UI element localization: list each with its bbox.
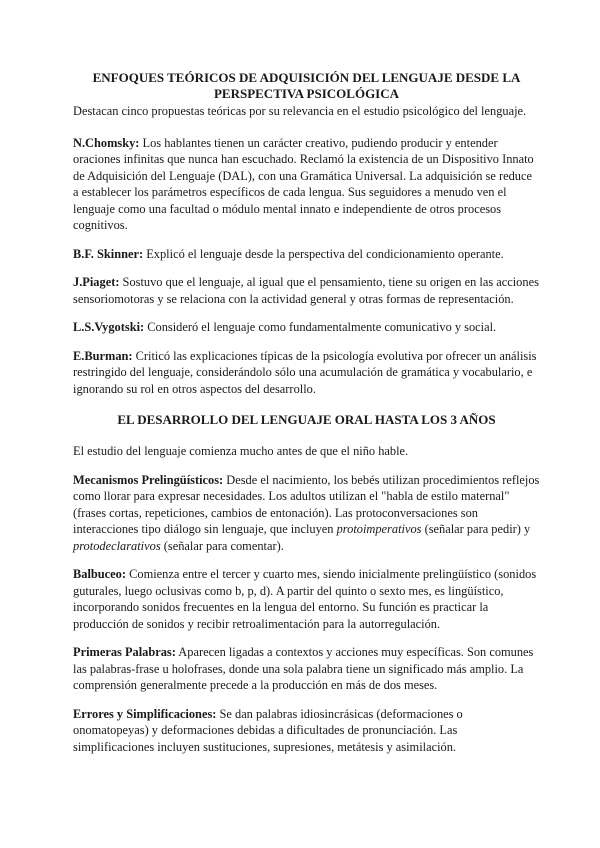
theorist-name: B.F. Skinner:: [73, 246, 144, 261]
paragraph-vygotski: [73, 319, 540, 336]
theorist-name: J.Piaget:: [73, 275, 120, 289]
section1-title-line2: PERSPECTIVA PSICOLÓGICA: [213, 86, 400, 101]
paragraph-piaget: [73, 274, 540, 307]
section2-intro: El estudio del lenguaje comienza mucho antes de que el niño hable.: [73, 444, 409, 458]
term-protoimperativos: protoimperativos: [336, 522, 422, 536]
section1-title-line1: ENFOQUES TEÓRICOS DE ADQUISICIÓN DEL LENGUAJE DESDE LA: [92, 70, 521, 85]
theorist-text: Sostuvo que el lenguaje, al igual que el pensamiento, tiene su origen en las acciones sensoriomotoras y se relaciona con la actividad general y otras formas de representación.: [73, 275, 539, 306]
paragraph-chomsky: [73, 135, 540, 234]
paragraph-burman: [73, 348, 540, 398]
section1-title: [73, 70, 540, 102]
paragraph-balbuceo: [73, 566, 540, 632]
theorist-text: Explicó el lenguaje desde la perspectiva del condicionamiento operante.: [143, 246, 504, 261]
theorist-text: Consideró el lenguaje como fundamentalmente comunicativo y social.: [144, 320, 497, 334]
topic-text: Se dan palabras idiosincrásicas (deformaciones o onomatopeyas) y deformaciones debidas a dificultades de pronunciación. Las simplificaciones incluyen sustituciones, supresiones, metátesis y asimilación.: [73, 706, 463, 754]
topic-name: Mecanismos Prelingüísticos:: [73, 472, 224, 487]
section2-title: EL DESARROLLO DEL LENGUAJE ORAL HASTA LOS 3 AÑOS: [117, 412, 496, 427]
topic-text: (señalar para pedir) y: [421, 522, 531, 536]
topic-text: Comienza entre el tercer y cuarto mes, siendo inicialmente prelingüístico (sonidos guturales, luego oclusivas como b, p, d). A partir del quinto o sexto mes, es lingüístico, incorporando sonidos frecuentes en la lengua del entorno. Su función es practicar la producción de sonidos y recibir retroalimentación para la autorregulación.: [73, 567, 537, 631]
theorist-name: E.Burman:: [73, 348, 133, 363]
section1-intro: Destacan cinco propuestas teóricas por su relevancia en el estudio psicológico del lenguaje.: [73, 104, 527, 118]
paragraph-skinner: [73, 246, 540, 263]
topic-text: Desde el nacimiento, los bebés utilizan procedimientos reflejos como llorar para expresar necesidades. Los adultos utilizan el "habla de estilo maternal" (frases cortas, repeticiones, cambios de entonación). Las protoconversaciones son interacciones tipo diálogo sin lenguaje, que incluyen: [73, 472, 540, 536]
topic-name: Balbuceo:: [73, 567, 127, 581]
topic-text: Aparecen ligadas a contextos y acciones muy específicas. Son comunes las palabras-frase u holofrases, donde una sola palabra tiene un significado más amplio. La comprensión generalmente precede a la producción en más de dos meses.: [73, 645, 534, 692]
paragraph-primeras-palabras: [73, 644, 540, 694]
theorist-name: L.S.Vygotski:: [73, 320, 145, 334]
theorist-name: N.Chomsky:: [73, 135, 140, 150]
theorist-text: Los hablantes tienen un carácter creativo, pudiendo producir y entender oraciones infinitas que nunca han escuchado. Reclamó la existencia de un Dispositivo Innato de Adquisición del Lenguaje (DAL), con una Gramática Universal. La adquisición se reduce a establecer los parámetros específicos de cada lengua. Sus seguidores a menudo ven el lenguaje como una facultad o módulo mental innato e independiente de otros procesos cognitivos.: [73, 135, 534, 232]
paragraph-mecanismos: [73, 472, 540, 555]
paragraph-errores: [73, 706, 540, 756]
topic-name: Errores y Simplificaciones:: [73, 706, 217, 721]
topic-name: Primeras Palabras:: [73, 645, 176, 659]
term-protodeclarativos: protodeclarativos: [73, 538, 161, 553]
theorist-text: Criticó las explicaciones típicas de la psicología evolutiva por ofrecer un análisis restringido del lenguaje, considerándolo sólo una acumulación de gramática y vocabulario, e ignorando su rol en otros aspectos del desarrollo.: [73, 348, 537, 396]
section2-heading-wrap: [73, 412, 540, 428]
topic-text: (señalar para comentar).: [160, 538, 284, 553]
